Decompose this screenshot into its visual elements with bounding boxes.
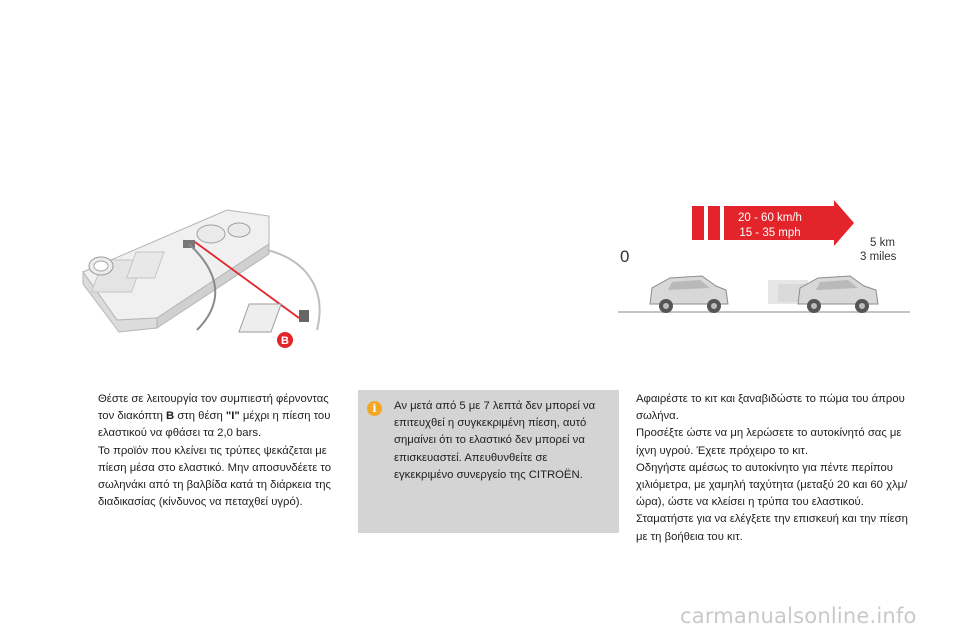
instruction-item [618,511,914,545]
distance-miles-label: 3 miles [860,251,897,263]
bullet-icon [618,460,636,512]
instruction-item [80,391,342,511]
info-icon: i [367,401,382,416]
step-text: μέχρι η πίεση του ελαστικού να φθάσει τα 2,0 bars. [98,410,331,440]
step-text: Αφαιρέστε το κιτ και ξαναβιδώστε το πώμα του άπρου σωλήνα. [636,393,905,423]
drive-illustration [618,200,914,324]
step-text: Σταματήστε για να ελέγξετε την επισκευή και την πίεση με τη βοήθεια του κιτ. [636,513,908,543]
left-instructions [80,391,342,511]
start-label: 0 [620,247,630,266]
step-text: στη θέση [174,410,226,423]
right-instructions [618,391,914,546]
watermark: carmanualsonline.info [680,604,917,628]
position-ref: "I" [225,410,240,423]
step-note: Το προϊόν που κλείνει τις τρύπες ψεκάζεται με πίεση μέσα στο ελαστικό. Μην αποσυνδέετε το σωληνάκι από τη βαλβίδα κατά τη διάρκεια της διαδικασίας (κίνδυνος να πεταχθεί υγρό). [98,444,331,509]
bullet-icon [618,391,636,460]
bullet-icon [618,511,636,545]
step-text: Προσέξτε ώστε να μη λερώσετε το αυτοκίνητό σας με ίχνη υγρού. Έχετε πρόχειρο το κιτ. [636,427,902,457]
speed-mph-label: 15 - 35 mph [739,227,801,239]
speed-kmh-label: 20 - 60 km/h [738,212,802,224]
switch-ref: B [166,410,175,423]
speed-stripe [708,206,720,240]
compressor-illustration [77,200,339,358]
step-text: Θέστε σε λειτουργία τον συμπιεστή φέρνοντας τον διακόπτη [98,393,329,423]
speed-stripe [692,206,704,240]
info-box [358,390,619,533]
info-text: Αν μετά από 5 με 7 λεπτά δεν μπορεί να επιτευχθεί η συγκεκριμένη πίεση, αυτό σημαίνει ότι το ελαστικό δεν μπορεί να επισκευαστεί. Απευθυνθείτε σε εγκεκριμένο συνεργείο της CITROËN. [394,400,596,481]
distance-km-label: 5 km [870,237,895,249]
switch-b-label: B [281,335,289,347]
bullet-icon [80,391,98,511]
instruction-item [618,460,914,512]
instruction-item [618,391,914,460]
step-text: Οδηγήστε αμέσως το αυτοκίνητο για πέντε περίπου χιλιόμετρα, με χαμηλή ταχύτητα (μεταξύ 20 και 60 χλμ/ώρα), ώστε να κλείσει η τρύπα του ελαστικού. [636,461,908,509]
